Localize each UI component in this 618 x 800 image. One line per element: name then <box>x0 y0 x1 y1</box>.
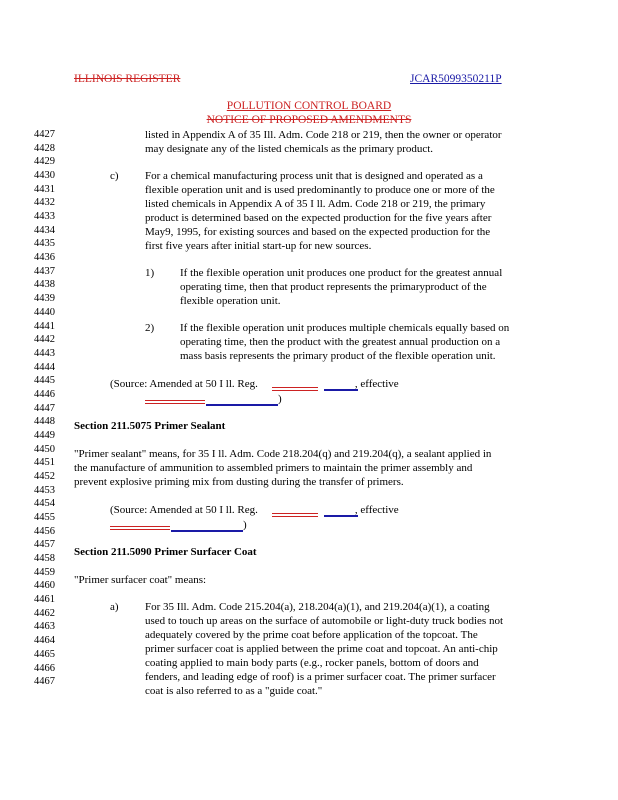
line-number: 4463 <box>34 621 55 633</box>
text-line: primer surfacer coat is applied between the prime coat and topcoat. An anti-chip <box>145 643 498 655</box>
source-note-close: ) <box>243 519 247 531</box>
line-number: 4437 <box>34 265 55 277</box>
line-number: 4456 <box>34 525 55 537</box>
line-number: 4457 <box>34 539 55 551</box>
text-line: For 35 Ill. Adm. Code 215.204(a), 218.204(a)(1), and 219.204(a)(1), a coating <box>145 601 490 613</box>
text-line: fenders, and leading edge of roof) is a primer surfacer coat. The primer surfacer <box>145 671 496 683</box>
line-number: 4433 <box>34 211 55 223</box>
line-number: 4445 <box>34 375 55 387</box>
source-note-prefix: (Source: Amended at 50 I ll. Reg. <box>110 504 258 516</box>
blank-line <box>145 400 205 401</box>
item-label-2: 2) <box>145 322 155 334</box>
text-line: listed in Appendix A of 35 Ill. Adm. Code 218 or 219, then the owner or operator <box>145 129 502 141</box>
line-number: 4428 <box>34 142 55 154</box>
line-number: 4453 <box>34 484 55 496</box>
text-line: flexible operation unit. <box>180 295 281 307</box>
text-line: used to touch up areas on the surface of automobile or light-duty truck bodies not <box>145 615 504 627</box>
text-line: For a chemical manufacturing process unit that is designed and operated as a <box>145 170 483 182</box>
line-number: 4438 <box>34 279 55 291</box>
line-number: 4466 <box>34 662 55 674</box>
blank-line <box>324 515 358 517</box>
text-line: coat is also referred to as a "guide coat." <box>145 685 323 697</box>
blank-line <box>110 526 170 527</box>
text-line: mass basis represents the primary product of the flexible operation unit. <box>180 350 496 362</box>
item-label-c: c) <box>110 170 119 182</box>
line-number: 4460 <box>34 580 55 592</box>
line-number: 4446 <box>34 388 55 400</box>
line-number: 4455 <box>34 512 55 524</box>
text-line: "Primer sealant" means, for 35 I ll. Adm. Code 218.204(q) and 219.204(q), a sealant applied in <box>74 448 492 460</box>
notice-title: NOTICE OF PROPOSED AMENDMENTS <box>206 114 412 126</box>
agency-title: POLLUTION CONTROL BOARD <box>226 100 392 112</box>
source-note-effective: , effective <box>354 504 399 516</box>
blank-line <box>110 529 170 530</box>
blank-line <box>272 513 318 514</box>
line-number: 4436 <box>34 252 55 264</box>
text-line: product is determined based on the expected production for the five years after <box>145 212 492 224</box>
line-number: 4451 <box>34 457 55 469</box>
text-line: If the flexible operation unit produces one product for the greatest annual <box>180 267 503 279</box>
line-number: 4442 <box>34 334 55 346</box>
line-number: 4467 <box>34 676 55 688</box>
source-note-close: ) <box>278 393 282 405</box>
blank-line <box>206 404 278 406</box>
line-number: 4434 <box>34 224 55 236</box>
line-number: 4444 <box>34 361 55 373</box>
text-line: operating time, then that product represents the primaryproduct of the <box>180 281 487 293</box>
text-line: flexible operation unit and is used predominantly to produce one or more of the <box>145 184 495 196</box>
line-number: 4461 <box>34 594 55 606</box>
blank-line <box>171 530 243 532</box>
item-label-a: a) <box>110 601 119 613</box>
line-number: 4443 <box>34 347 55 359</box>
text-line: "Primer surfacer coat" means: <box>74 574 207 586</box>
text-line: first five years after initial start-up for new sources. <box>145 240 372 252</box>
line-number: 4450 <box>34 443 55 455</box>
line-number: 4441 <box>34 320 55 332</box>
text-line: may designate any of the listed chemicals as the primary product. <box>145 143 434 155</box>
text-line: the manufacture of ammunition to assembled primers to maintain the primer assembly and <box>74 462 473 474</box>
line-number: 4439 <box>34 293 55 305</box>
source-note-prefix: (Source: Amended at 50 I ll. Reg. <box>110 378 258 390</box>
text-line: operating time, then the product with the greatest annual production on a <box>180 336 501 348</box>
text-line: listed chemicals in Appendix A of 35 I ll. Adm. Code 218 or 219, the primary <box>145 198 486 210</box>
line-number: 4440 <box>34 306 55 318</box>
item-label-1: 1) <box>145 267 155 279</box>
line-number: 4447 <box>34 402 55 414</box>
line-number: 4429 <box>34 156 55 168</box>
line-number: 4432 <box>34 197 55 209</box>
running-header-left: ILLINOIS REGISTER <box>74 73 181 85</box>
line-number: 4427 <box>34 129 55 140</box>
running-header-right: JCAR5099350211P <box>410 73 502 85</box>
source-note-effective: , effective <box>354 378 399 390</box>
line-number: 4435 <box>34 238 55 250</box>
blank-line <box>145 403 205 404</box>
blank-line <box>324 389 358 391</box>
line-number: 4430 <box>34 170 55 182</box>
text-line: If the flexible operation unit produces multiple chemicals equally based on <box>180 322 510 334</box>
text-line: May9, 1995, for existing sources and based on the expected production for the <box>145 226 491 238</box>
line-number: 4464 <box>34 635 55 647</box>
line-number: 4462 <box>34 607 55 619</box>
text-line: adequately covered by the prime coat before application of the topcoat. The <box>145 629 478 641</box>
line-number: 4454 <box>34 498 55 510</box>
line-number: 4431 <box>34 183 55 195</box>
blank-line <box>272 390 318 391</box>
line-number: 4452 <box>34 471 55 482</box>
line-number: 4459 <box>34 566 55 578</box>
blank-line <box>272 516 318 517</box>
section-heading: Section 211.5075 Primer Sealant <box>74 420 226 432</box>
blank-line <box>272 387 318 388</box>
text-line: prevent explosive priming mix from dusting during the transfer of primers. <box>74 476 404 488</box>
line-number: 4448 <box>34 416 55 428</box>
line-number: 4449 <box>34 429 55 441</box>
section-heading: Section 211.5090 Primer Surfacer Coat <box>74 546 257 558</box>
text-line: coating applied to main body parts (e.g., rocker panels, bottom of doors and <box>145 657 479 669</box>
line-number: 4465 <box>34 648 55 660</box>
line-number: 4458 <box>34 553 55 565</box>
